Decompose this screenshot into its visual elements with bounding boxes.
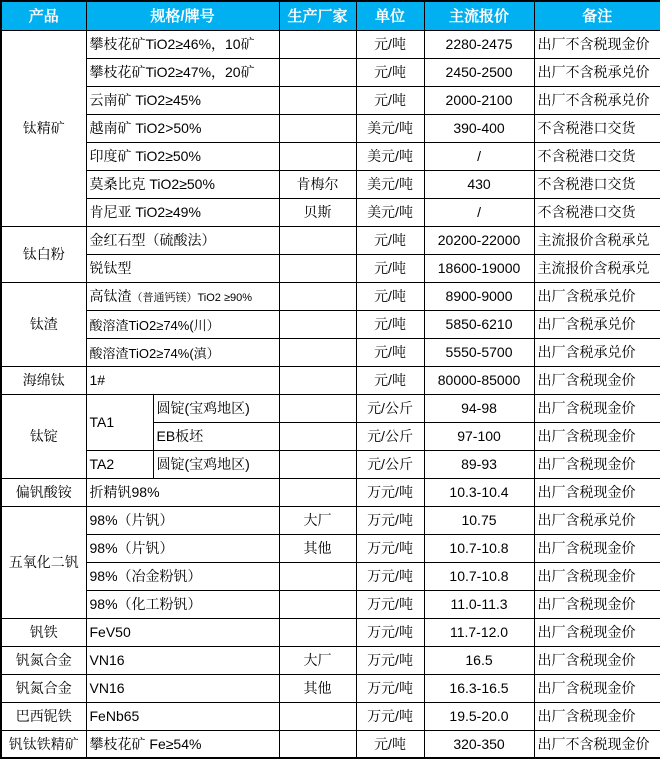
cell-manufacturer: 其他 xyxy=(279,674,356,702)
table-row xyxy=(1,86,660,114)
table-row xyxy=(1,58,660,86)
cell-price: 10.7-10.8 xyxy=(424,562,534,590)
cell-spec: FeNb65 xyxy=(86,702,279,730)
cell-manufacturer xyxy=(279,478,356,506)
table-row xyxy=(1,478,660,506)
cell-unit: 元/吨 xyxy=(356,366,424,394)
cell-spec: 酸溶渣TiO2≥74%(川） xyxy=(86,310,279,338)
cell-note: 出厂含税现金价 xyxy=(534,562,660,590)
cell-unit: 万元/吨 xyxy=(356,562,424,590)
header-unit: 单位 xyxy=(356,1,424,30)
cell-price: 430 xyxy=(424,170,534,198)
table-row xyxy=(1,618,660,646)
spec-main: 高钛渣 xyxy=(89,288,132,304)
cell-price: 89-93 xyxy=(424,450,534,478)
cell-unit: 元/吨 xyxy=(356,730,424,758)
cell-unit: 万元/吨 xyxy=(356,618,424,646)
cell-spec-grade: TA1 xyxy=(86,394,153,450)
table-row xyxy=(1,338,660,366)
cell-unit: 元/公斤 xyxy=(356,450,424,478)
cell-price: 2280-2475 xyxy=(424,30,534,58)
table-row xyxy=(1,198,660,226)
cell-spec: 1# xyxy=(86,366,279,394)
cell-price: 390-400 xyxy=(424,114,534,142)
cell-price: 94-98 xyxy=(424,394,534,422)
cell-manufacturer xyxy=(279,254,356,282)
cell-note: 不含税港口交货 xyxy=(534,142,660,170)
cell-spec: 攀枝花矿 Fe≥54% xyxy=(86,730,279,758)
cell-note: 出厂含税现金价 xyxy=(534,422,660,450)
cell-note: 出厂含税现金价 xyxy=(534,674,660,702)
table-row xyxy=(1,142,660,170)
table-row xyxy=(1,646,660,674)
cell-spec-grade: TA2 xyxy=(86,450,153,478)
cell-price: 16.5 xyxy=(424,646,534,674)
cell-note: 出厂含税承兑价 xyxy=(534,310,660,338)
table-row xyxy=(1,590,660,618)
cell-manufacturer xyxy=(279,394,356,422)
cell-unit: 美元/吨 xyxy=(356,142,424,170)
cell-unit: 万元/吨 xyxy=(356,702,424,730)
cell-spec: VN16 xyxy=(86,646,279,674)
cell-unit: 万元/吨 xyxy=(356,590,424,618)
cell-unit: 元/吨 xyxy=(356,86,424,114)
cell-price: 18600-19000 xyxy=(424,254,534,282)
cell-note: 出厂含税现金价 xyxy=(534,618,660,646)
cell-spec-form: EB板坯 xyxy=(153,422,279,450)
cell-manufacturer xyxy=(279,366,356,394)
cell-unit: 美元/吨 xyxy=(356,170,424,198)
cell-note: 出厂含税现金价 xyxy=(534,394,660,422)
cell-manufacturer: 肯梅尔 xyxy=(279,170,356,198)
cell-manufacturer xyxy=(279,618,356,646)
table-row xyxy=(1,282,660,310)
cell-note: 出厂含税承兑价 xyxy=(534,506,660,534)
cell-spec-form: 圆锭(宝鸡地区) xyxy=(153,394,279,422)
cell-spec xyxy=(86,282,279,310)
header-manufacturer: 生产厂家 xyxy=(279,1,356,30)
cell-product: 钒钛铁精矿 xyxy=(1,730,86,758)
cell-unit: 元/吨 xyxy=(356,282,424,310)
table-row xyxy=(1,506,660,534)
cell-note: 主流报价含税承兑 xyxy=(534,254,660,282)
cell-manufacturer: 大厂 xyxy=(279,506,356,534)
cell-note: 出厂含税现金价 xyxy=(534,646,660,674)
cell-price: 10.75 xyxy=(424,506,534,534)
cell-price: / xyxy=(424,198,534,226)
cell-manufacturer xyxy=(279,422,356,450)
cell-note: 出厂不含税现金价 xyxy=(534,30,660,58)
cell-unit: 元/吨 xyxy=(356,30,424,58)
cell-spec: 印度矿 TiO2≥50% xyxy=(86,142,279,170)
cell-manufacturer xyxy=(279,338,356,366)
table-row xyxy=(1,450,660,478)
cell-product: 海绵钛 xyxy=(1,366,86,394)
cell-spec: 98%（冶金粉钒） xyxy=(86,562,279,590)
cell-manufacturer xyxy=(279,310,356,338)
cell-unit: 元/吨 xyxy=(356,310,424,338)
cell-spec: FeV50 xyxy=(86,618,279,646)
cell-note: 出厂不含税现金价 xyxy=(534,730,660,758)
cell-unit: 元/吨 xyxy=(356,254,424,282)
cell-price: 10.3-10.4 xyxy=(424,478,534,506)
cell-price: 2450-2500 xyxy=(424,58,534,86)
cell-unit: 美元/吨 xyxy=(356,114,424,142)
cell-unit: 万元/吨 xyxy=(356,506,424,534)
cell-unit: 万元/吨 xyxy=(356,478,424,506)
cell-price: 20200-22000 xyxy=(424,226,534,254)
cell-unit: 元/吨 xyxy=(356,58,424,86)
cell-manufacturer xyxy=(279,590,356,618)
table-row xyxy=(1,366,660,394)
cell-note: 出厂含税现金价 xyxy=(534,590,660,618)
cell-manufacturer: 贝斯 xyxy=(279,198,356,226)
cell-spec: 莫桑比克 TiO2≥50% xyxy=(86,170,279,198)
table-row xyxy=(1,30,660,58)
cell-spec: 酸溶渣TiO2≥74%(滇） xyxy=(86,338,279,366)
cell-unit: 元/公斤 xyxy=(356,422,424,450)
cell-manufacturer xyxy=(279,730,356,758)
cell-product: 五氧化二钒 xyxy=(1,506,86,618)
cell-price: 8900-9000 xyxy=(424,282,534,310)
cell-spec: 云南矿 TiO2≥45% xyxy=(86,86,279,114)
cell-note: 出厂含税现金价 xyxy=(534,534,660,562)
cell-product: 巴西铌铁 xyxy=(1,702,86,730)
cell-note: 出厂含税现金价 xyxy=(534,366,660,394)
cell-manufacturer xyxy=(279,30,356,58)
cell-note: 主流报价含税承兑 xyxy=(534,226,660,254)
cell-manufacturer xyxy=(279,226,356,254)
cell-unit: 万元/吨 xyxy=(356,674,424,702)
cell-note: 出厂含税承兑价 xyxy=(534,282,660,310)
cell-spec: 攀枝花矿TiO2≥47%，20矿 xyxy=(86,58,279,86)
cell-price: 16.3-16.5 xyxy=(424,674,534,702)
table-row xyxy=(1,534,660,562)
cell-price: 80000-85000 xyxy=(424,366,534,394)
cell-unit: 元/吨 xyxy=(356,226,424,254)
cell-manufacturer xyxy=(279,114,356,142)
cell-unit: 万元/吨 xyxy=(356,646,424,674)
cell-price: / xyxy=(424,142,534,170)
cell-spec: 98%（片钒） xyxy=(86,534,279,562)
cell-manufacturer xyxy=(279,282,356,310)
cell-spec: 越南矿 TiO2>50% xyxy=(86,114,279,142)
header-spec: 规格/牌号 xyxy=(86,1,279,30)
header-note: 备注 xyxy=(534,1,660,30)
cell-note: 出厂不含税承兑价 xyxy=(534,58,660,86)
cell-note: 出厂含税承兑价 xyxy=(534,338,660,366)
cell-manufacturer xyxy=(279,702,356,730)
cell-manufacturer xyxy=(279,58,356,86)
cell-price: 97-100 xyxy=(424,422,534,450)
cell-price: 11.0-11.3 xyxy=(424,590,534,618)
table-row xyxy=(1,730,660,758)
cell-spec: 肯尼亚 TiO2≥49% xyxy=(86,198,279,226)
cell-spec: 折精钒98% xyxy=(86,478,279,506)
cell-product: 钛白粉 xyxy=(1,226,86,282)
table-row xyxy=(1,562,660,590)
cell-manufacturer xyxy=(279,86,356,114)
cell-unit: 美元/吨 xyxy=(356,198,424,226)
cell-spec: 98%（片钒） xyxy=(86,506,279,534)
table-row xyxy=(1,394,660,422)
cell-price: 5850-6210 xyxy=(424,310,534,338)
cell-note: 不含税港口交货 xyxy=(534,198,660,226)
cell-manufacturer: 其他 xyxy=(279,534,356,562)
cell-spec: 98%（化工粉钒） xyxy=(86,590,279,618)
cell-spec-form: 圆锭(宝鸡地区) xyxy=(153,450,279,478)
cell-unit: 元/吨 xyxy=(356,338,424,366)
cell-price: 5550-5700 xyxy=(424,338,534,366)
cell-product: 钒氮合金 xyxy=(1,646,86,674)
cell-manufacturer: 大厂 xyxy=(279,646,356,674)
table-row xyxy=(1,114,660,142)
cell-note: 不含税港口交货 xyxy=(534,114,660,142)
table-row xyxy=(1,226,660,254)
cell-unit: 元/公斤 xyxy=(356,394,424,422)
cell-price: 320-350 xyxy=(424,730,534,758)
cell-product: 钒铁 xyxy=(1,618,86,646)
table-row xyxy=(1,310,660,338)
cell-manufacturer xyxy=(279,142,356,170)
cell-manufacturer xyxy=(279,562,356,590)
spec-detail: （普通钙镁）TiO2 ≥90% xyxy=(131,292,253,304)
cell-product: 偏钒酸铵 xyxy=(1,478,86,506)
cell-note: 出厂含税现金价 xyxy=(534,702,660,730)
cell-spec: 攀枝花矿TiO2≥46%，10矿 xyxy=(86,30,279,58)
header-row xyxy=(1,1,660,30)
cell-spec: 金红石型（硫酸法） xyxy=(86,226,279,254)
cell-note: 出厂含税现金价 xyxy=(534,478,660,506)
table-row xyxy=(1,702,660,730)
header-product: 产品 xyxy=(1,1,86,30)
cell-product: 钛精矿 xyxy=(1,30,86,226)
cell-note: 不含税港口交货 xyxy=(534,170,660,198)
cell-unit: 万元/吨 xyxy=(356,534,424,562)
cell-product: 钛渣 xyxy=(1,282,86,366)
table-row xyxy=(1,170,660,198)
cell-price: 19.5-20.0 xyxy=(424,702,534,730)
cell-manufacturer xyxy=(279,450,356,478)
header-price: 主流报价 xyxy=(424,1,534,30)
table-row xyxy=(1,254,660,282)
cell-spec: VN16 xyxy=(86,674,279,702)
table-row xyxy=(1,674,660,702)
cell-note: 出厂含税现金价 xyxy=(534,450,660,478)
cell-product: 钛锭 xyxy=(1,394,86,478)
cell-price: 11.7-12.0 xyxy=(424,618,534,646)
cell-product: 钒氮合金 xyxy=(1,674,86,702)
cell-price: 10.7-10.8 xyxy=(424,534,534,562)
cell-spec: 锐钛型 xyxy=(86,254,279,282)
cell-price: 2000-2100 xyxy=(424,86,534,114)
cell-note: 出厂不含税承兑价 xyxy=(534,86,660,114)
